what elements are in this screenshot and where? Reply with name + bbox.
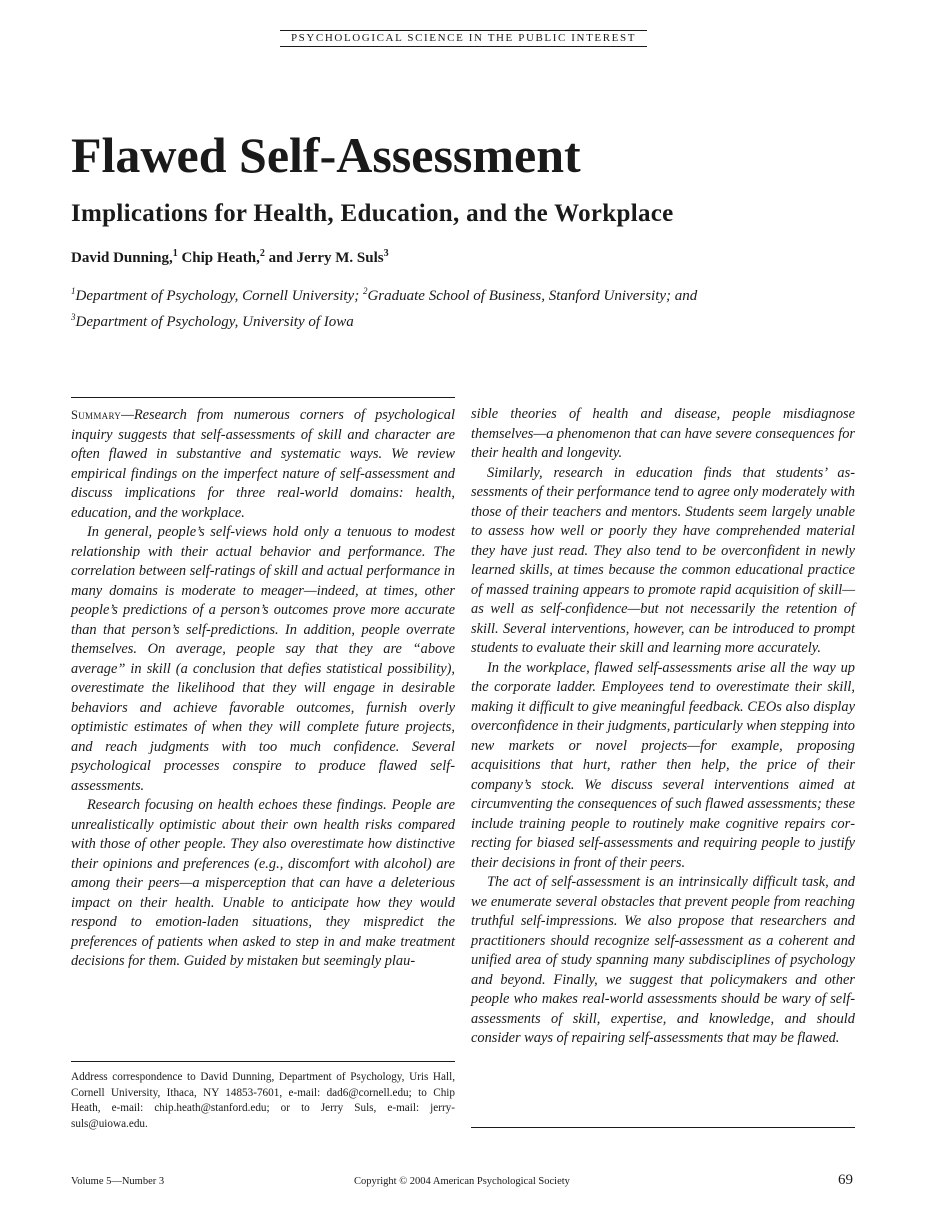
affiliation-cornell: Department of Psychology, Cornell University; — [75, 288, 363, 304]
correspondence-footnote: Address correspondence to David Dunning, Department of Psychology, Uris Hall, Cornell University, Ithaca, NY 14853-7601, e-mail: dad6@cornell.edu; to Chip Heath, e-mail: chip.heath@stanford.edu; or to Jerry Suls, e-mail: jerry-suls@uiowa.edu. — [71, 1061, 455, 1132]
left-column — [71, 397, 455, 972]
affiliation-mark: 1 — [71, 286, 76, 296]
author-affiliation-mark: 1 — [172, 248, 178, 259]
body-paragraph: Similarly, research in education finds that students’ assessments of their performance tend to agree only moderately with those of their teachers and mentors. Students seem largely unable to assess how well or poorly they have comprehended material they have just read. They also tend to be overconfident in newly learned skills, at times because the common educational practice of massed training appears to promote rapid acquisition of skill—as well as self-confidence—but not necessarily the retention of skill. Several interventions, however, can be introduced to prompt students to evaluate their skill and learning more accurately. — [471, 464, 855, 656]
summary-text: Research from numerous corners of psychological inquiry suggests that self-assessments of skill and character are often flawed in substantive and systematic ways. We review empirical findings on the imperfect nature of self-assessment and discuss implications for three real-world domains: health, education, and the workplace. — [71, 407, 455, 521]
body-paragraph: Research focusing on health echoes these findings. People are unrealistically optimistic about their own health risks compared with those of other people. They also overestimate how distinctive their opinions and preferences (e.g., discomfort with alcohol) are among their peers—a misperception that can have a deleterious impact on their health. Unable to anticipate how they would respond to emotion-laden situations, they mispredict the preferences of patients when asked to step in and make treatment decisions for them. Guided by mistaken but seemingly plau- — [71, 797, 455, 969]
body-paragraph: In general, people’s self-views hold only a tenuous to modest relationship with their actual behavior and performance. The correlation between self-ratings of skill and actual performance in many domains is moderate to meager—indeed, at times, other people’s predictions of a person’s outcomes prove more accurate than that person’s self-predictions. In addition, people overrate themselves. On average, people say that they are “above average” in skill (a conclusion that defies statistical possibility), overestimate the likelihood that they will engage in desirable behaviors and achieve favorable outcomes, furnish overly optimistic estimates of when they will complete future projects, and reach judgments with too much confidence. Several psychological processes conspire to produce flawed self-assessments. — [71, 524, 455, 794]
summary-label: Summary — [71, 408, 122, 422]
author-name: Chip Heath, — [181, 250, 260, 266]
affiliation-mark: 3 — [71, 312, 76, 322]
article-subtitle: Implications for Health, Education, and the Workplace — [71, 200, 674, 227]
affiliation-mark: 2 — [362, 286, 368, 296]
author-affiliation-mark: 3 — [383, 248, 389, 259]
author-affiliation-mark: 2 — [259, 248, 265, 259]
author-name: and Jerry M. Suls — [268, 250, 384, 266]
summary-dash: — — [121, 407, 134, 423]
volume-number: Volume 5—Number 3 — [71, 1176, 165, 1187]
body-paragraph: sible theories of health and disease, people misdiagnose themselves—a phenomenon that can have severe consequences for their health and longevity. — [471, 406, 855, 461]
author-name: David Dunning, — [71, 250, 173, 266]
affiliation-iowa: Department of Psychology, University of Iowa — [75, 314, 354, 330]
page-number: 69 — [838, 1172, 853, 1188]
journal-header: PSYCHOLOGICAL SCIENCE IN THE PUBLIC INTEREST — [280, 30, 647, 47]
author-list — [71, 243, 389, 269]
column-end-rule — [471, 1127, 855, 1128]
right-column — [471, 405, 855, 1049]
body-paragraph: In the workplace, flawed self-assessments arise all the way up the corporate ladder. Employees tend to overestimate their skill, making it difficult to give meaningful feedback. CEOs also display overconfidence in their judgments, particularly when stepping into new markets or novel projects—for example, proposing acquisitions that hurt, rather then help, the price of their company’s stock. We discuss several interventions aimed at circumventing the consequences of such flawed assessments; these include training people to routinely make cognitive repairs correcting for biased self-assessments and requiring people to justify their decisions in front of their peers. — [471, 659, 855, 871]
copyright-notice: Copyright © 2004 American Psychological Society — [354, 1176, 570, 1187]
body-paragraph: The act of self-assessment is an intrinsically difficult task, and we enumerate several obstacles that prevent people from reaching truthful self-impressions. We also propose that researchers and practitioners should recognize self-assessment as a coherent and unified area of study spanning many subdisciplines of psychology and beyond. Finally, we suggest that policymakers and other people who makes real-world assessments should be wary of self-assessments of skill, expertise, and knowledge, and should consider ways of repairing self-assessments that may be flawed. — [471, 874, 855, 1046]
article-title: Flawed Self-Assessment — [71, 127, 581, 183]
affiliation-stanford: Graduate School of Business, Stanford University; and — [367, 288, 698, 304]
summary-paragraph — [71, 406, 455, 523]
affiliations — [71, 281, 697, 333]
